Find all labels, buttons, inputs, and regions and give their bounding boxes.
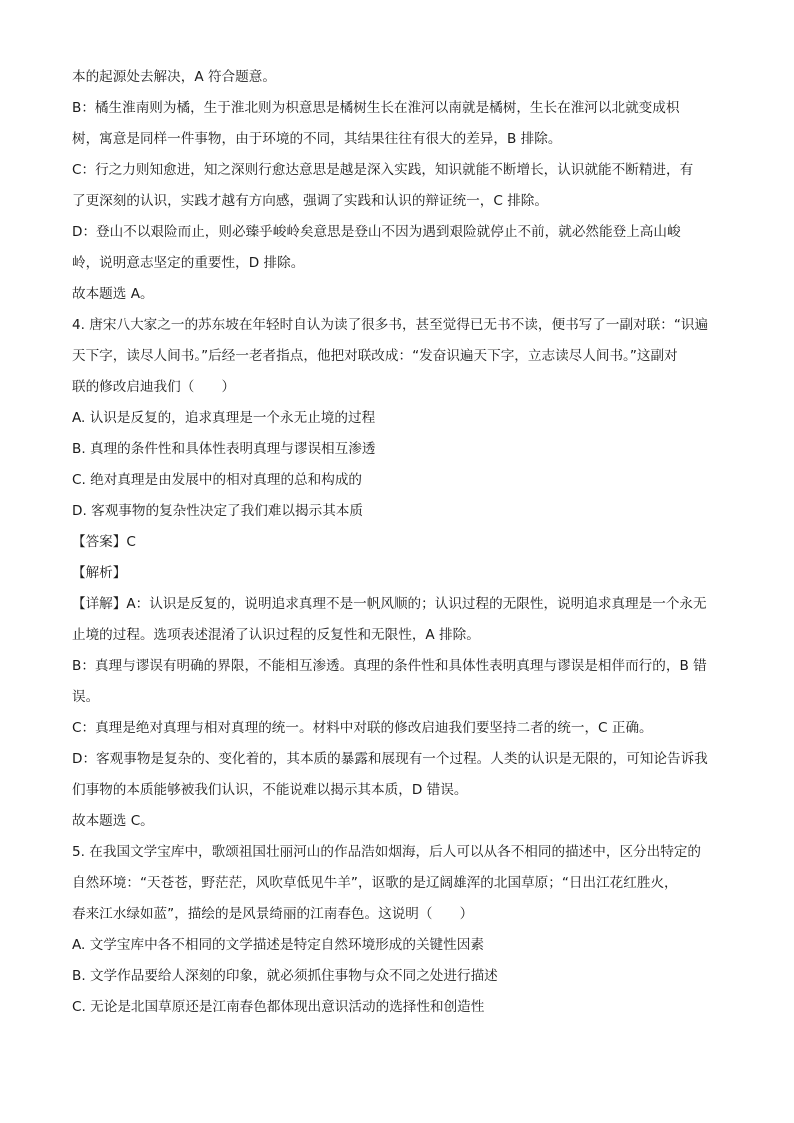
question-5-stem: 自然环境：“天苍苍，野茫茫，风吹草低见牛羊”，讴歌的是辽阔雄浑的北国草原；“日出江花红胜火， <box>72 875 678 891</box>
text-line: 故本题选 C。 <box>72 813 154 829</box>
question-4-option-c: C. 绝对真理是由发展中的相对真理的总和构成的 <box>72 472 363 488</box>
question-4-stem: 联的修改启迪我们（ ） <box>72 379 236 395</box>
text-line: 误。 <box>72 689 100 705</box>
analysis-label: 【解析】 <box>72 565 127 581</box>
text-line: 了更深刻的认识，实践才越有方向感，强调了实践和认识的辩证统一，C 排除。 <box>72 193 548 209</box>
question-5-option-c: C. 无论是北国草原还是江南春色都体现出意识活动的选择性和创造性 <box>72 999 485 1015</box>
answer-label: 【答案】C <box>72 534 136 550</box>
text-line: C：真理是绝对真理与相对真理的统一。材料中对联的修改启迪我们要坚持二者的统一，C 正确。 <box>72 720 653 736</box>
document-page <box>72 62 724 1023</box>
text-line: 止境的过程。选项表述混淆了认识过程的反复性和无限性，A 排除。 <box>72 627 480 643</box>
text-line: C：行之力则知愈进，知之深则行愈达意思是越是深入实践，知识就能不断增长，认识就能不断精进，有 <box>72 162 694 178</box>
text-line: D：客观事物是复杂的、变化着的，其本质的暴露和展现有一个过程。人类的认识是无限的，可知论告诉我 <box>72 751 708 767</box>
text-line: D：登山不以艰险而止，则必臻乎峻岭矣意思是登山不因为遇到艰险就停止不前，就必然能登上高山峻 <box>72 224 681 240</box>
question-4-stem: 4. 唐宋八大家之一的苏东坡在年轻时自认为读了很多书，甚至觉得已无书不读，便书写了一副对联：“识遍 <box>72 317 709 333</box>
question-5-option-b: B. 文学作品要给人深刻的印象，就必须抓住事物与众不同之处进行描述 <box>72 968 498 984</box>
text-line: 们事物的本质能够被我们认识，不能说难以揭示其本质，D 错误。 <box>72 782 468 798</box>
question-4-option-b: B. 真理的条件性和具体性表明真理与谬误相互渗透 <box>72 441 376 457</box>
question-4-option-a: A. 认识是反复的，追求真理是一个永无止境的过程 <box>72 410 376 426</box>
question-5-option-a: A. 文学宝库中各不相同的文学描述是特定自然环境形成的关键性因素 <box>72 937 484 953</box>
question-5-stem: 春来江水绿如蓝”，描绘的是风景绮丽的江南春色。这说明（ ） <box>72 906 474 922</box>
question-4-stem: 天下字，读尽人间书。”后经一老者指点，他把对联改成：“发奋识遍天下字，立志读尽人间书。”这副对 <box>72 348 678 364</box>
text-line: 本的起源处去解决，A 符合题意。 <box>72 69 276 85</box>
text-line: 【详解】A：认识是反复的，说明追求真理不是一帆风顺的；认识过程的无限性，说明追求真理是一个永无 <box>72 596 707 612</box>
text-line: 树，寓意是同样一件事物，由于环境的不同，其结果往往有很大的差异，B 排除。 <box>72 131 562 147</box>
text-line: 故本题选 A。 <box>72 286 154 302</box>
text-line: B：橘生淮南则为橘，生于淮北则为枳意思是橘树生长在淮河以南就是橘树，生长在淮河以北就变成枳 <box>72 100 680 116</box>
text-line: 岭，说明意志坚定的重要性，D 排除。 <box>72 255 305 271</box>
question-4-option-d: D. 客观事物的复杂性决定了我们难以揭示其本质 <box>72 503 363 519</box>
text-line: B：真理与谬误有明确的界限，不能相互渗透。真理的条件性和具体性表明真理与谬误是相伴而行的，B 错 <box>72 658 707 674</box>
question-5-stem: 5. 在我国文学宝库中，歌颂祖国壮丽河山的作品浩如烟海，后人可以从各不相同的描述中，区分出特定的 <box>72 844 702 860</box>
